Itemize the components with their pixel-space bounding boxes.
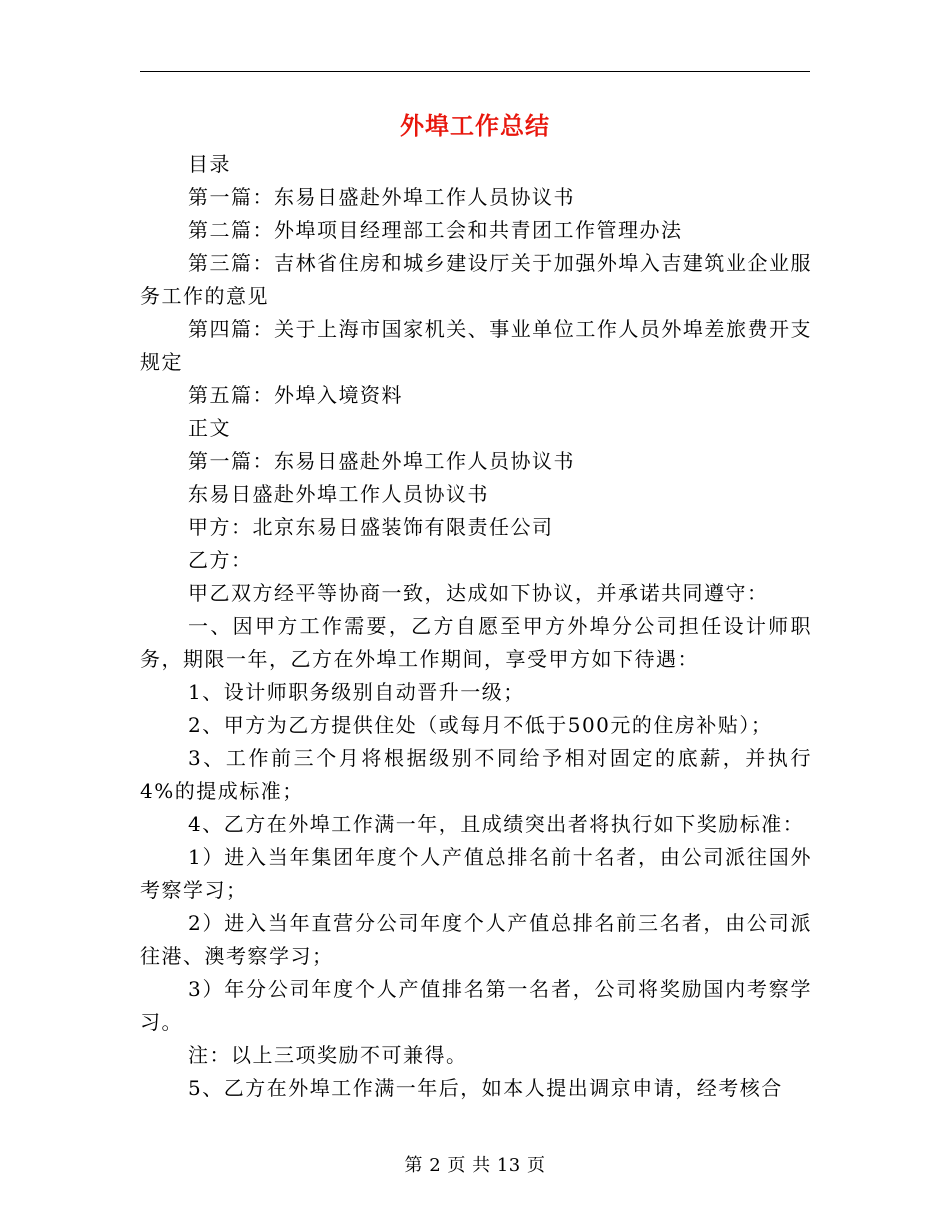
paragraph: 2）进入当年直营分公司年度个人产值总排名前三名者，由公司派往港、澳考察学习； (140, 911, 812, 968)
header-rule (140, 71, 810, 72)
page-number-footer: 第 2 页 共 13 页 (404, 1155, 546, 1176)
paragraph: 甲乙双方经平等协商一致，达成如下协议，并承诺共同遵守： (188, 581, 769, 605)
paragraph: 乙方： (188, 548, 253, 572)
paragraph: 注：以上三项奖励不可兼得。 (188, 1043, 468, 1067)
paragraph: 1）进入当年集团年度个人产值总排名前十名者，由公司派往国外考察学习； (140, 845, 812, 902)
paragraph: 2、甲方为乙方提供住处（或每月不低于500元的住房补贴）； (188, 713, 773, 737)
paragraph: 目录 (188, 152, 231, 176)
paragraph: 甲方：北京东易日盛装饰有限责任公司 (188, 515, 554, 539)
paragraph: 1、设计师职务级别自动晋升一级； (188, 680, 525, 704)
paragraph: 第二篇：外埠项目经理部工会和共青团工作管理办法 (188, 218, 683, 242)
paragraph: 第四篇：关于上海市国家机关、事业单位工作人员外埠差旅费开支规定 (140, 317, 812, 374)
paragraph: 一、因甲方工作需要，乙方自愿至甲方外埠分公司担任设计师职务，期限一年，乙方在外埠工作期间，享受甲方如下待遇： (140, 614, 812, 671)
paragraph: 正文 (188, 416, 231, 440)
paragraph: 第一篇：东易日盛赴外埠工作人员协议书 (188, 449, 575, 473)
document-title: 外埠工作总结 (400, 111, 550, 140)
paragraph: 3）年分公司年度个人产值排名第一名者，公司将奖励国内考察学习。 (140, 977, 812, 1034)
paragraph: 5、乙方在外埠工作满一年后，如本人提出调京申请，经考核合 (188, 1076, 783, 1100)
paragraph: 第五篇：外埠入境资料 (188, 383, 403, 407)
paragraph: 4、乙方在外埠工作满一年，且成绩突出者将执行如下奖励标准： (188, 812, 805, 836)
paragraph: 第三篇：吉林省住房和城乡建设厅关于加强外埠入吉建筑业企业服务工作的意见 (140, 251, 812, 308)
paragraph: 3、工作前三个月将根据级别不同给予相对固定的底薪，并执行4%的提成标准； (140, 746, 812, 803)
paragraph: 东易日盛赴外埠工作人员协议书 (188, 482, 489, 506)
paragraph: 第一篇：东易日盛赴外埠工作人员协议书 (188, 185, 575, 209)
document-body (140, 148, 812, 1105)
